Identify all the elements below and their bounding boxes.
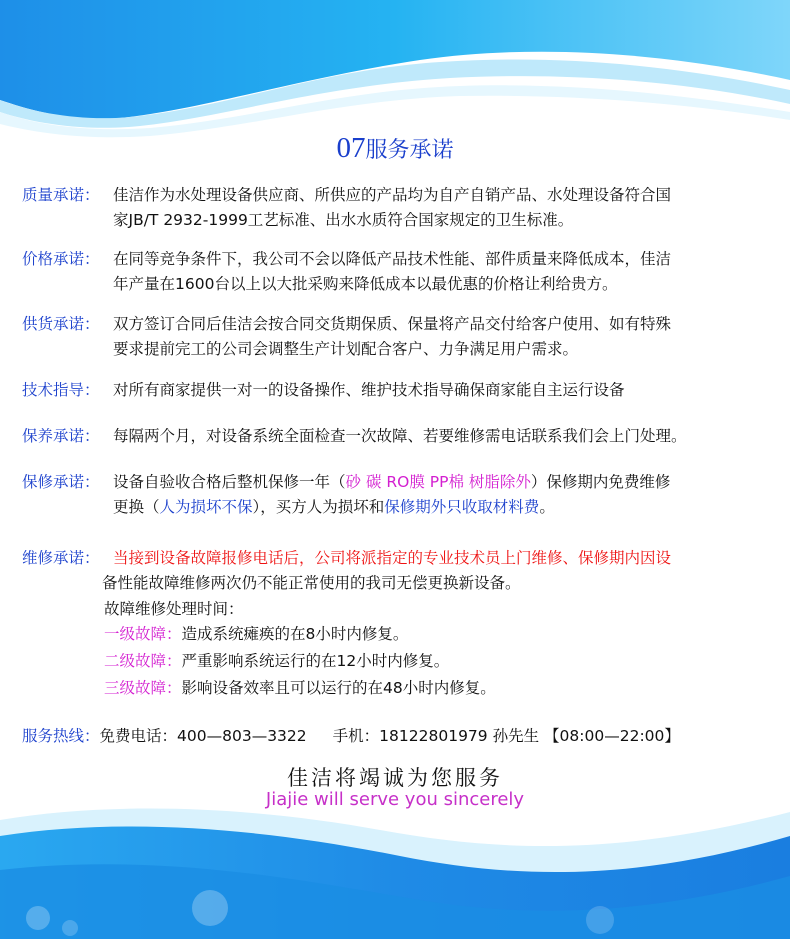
warranty-line-2 — [113, 495, 782, 520]
warranty-exclusions: 砂 碳 RO膜 PP棉 树脂除外 — [345, 473, 531, 491]
fault-level-1 — [104, 622, 408, 647]
page-title — [0, 132, 790, 165]
quality-line-2: 家JB/T 2932-1999工艺标准、出水水质符合国家规定的卫生标准。 — [113, 211, 574, 229]
repair-time-heading: 故障维修处理时间： — [104, 600, 244, 618]
quality-commitment — [22, 183, 782, 233]
fault-level-2 — [104, 649, 449, 674]
warranty-text-d: 更换（ — [113, 498, 160, 516]
mobile-number: 18122801979 — [379, 727, 488, 745]
repair-commitment — [22, 546, 782, 571]
phone-number: 400—803—3322 — [177, 727, 307, 745]
fault-level-2-label: 二级故障： — [104, 652, 182, 670]
warranty-line-1 — [113, 470, 782, 495]
fault-level-3 — [104, 676, 496, 701]
warranty-text-f: ），买方人为损坏和 — [252, 498, 385, 516]
fault-level-1-text: 造成系统瘫痪的在8小时内修复。 — [181, 625, 409, 643]
price-line-1: 在同等竞争条件下，我公司不会以降低产品技术性能、部件质量来降低成本，佳洁 — [113, 250, 672, 268]
quality-line-1: 佳洁作为水处理设备供应商、所供应的产品均为自产自销产品、水处理设备符合国 — [113, 186, 672, 204]
price-line-2: 年产量在1600台以上以大批采购来降低成本以最优惠的价格让利给贵方。 — [113, 275, 618, 293]
contact-name: 孙先生 — [492, 727, 540, 745]
warranty-label: 保修承诺： — [22, 473, 100, 491]
repair-line-2: 备性能故障维修两次仍不能正常使用的我司无偿更换新设备。 — [102, 574, 521, 592]
fault-level-3-label: 三级故障： — [104, 679, 182, 697]
maintain-label: 保养承诺： — [22, 427, 100, 445]
tech-label: 技术指导： — [22, 381, 100, 399]
fault-level-1-label: 一级故障： — [104, 625, 182, 643]
slogan-chinese: 佳洁将竭诚为您服务 — [287, 766, 503, 790]
fault-level-2-text: 严重影响系统运行的在12小时内修复。 — [181, 652, 450, 670]
slogan-english: Jiajie will serve you sincerely — [265, 789, 525, 810]
service-hotline — [22, 724, 680, 749]
title-number: 07 — [336, 132, 366, 164]
warranty-not-covered: 人为损坏不保 — [159, 498, 253, 516]
maintenance-commitment — [22, 424, 782, 449]
supply-line-2: 要求提前完工的公司会调整生产计划配合客户、力争满足用户需求。 — [113, 340, 579, 358]
warranty-commitment — [22, 470, 782, 520]
supply-label: 供货承诺： — [22, 315, 100, 333]
fault-level-3-text: 影响设备效率且可以运行的在48小时内修复。 — [181, 679, 496, 697]
price-label: 价格承诺： — [22, 250, 100, 268]
mobile-label: 手机： — [332, 727, 380, 745]
supply-commitment — [22, 312, 782, 362]
repair-line-1: 当接到设备故障报修电话后，公司将派指定的专业技术员上门维修、保修期内因设 — [113, 549, 672, 567]
tech-line-1: 对所有商家提供一对一的设备操作、维护技术指导确保商家能自主运行设备 — [113, 381, 625, 399]
phone-label: 免费电话： — [99, 727, 178, 745]
title-text: 服务承诺 — [365, 138, 454, 163]
warranty-material-fee: 保修期外只收取材料费 — [384, 498, 540, 516]
warranty-text-c: ）保修期内免费维修 — [530, 473, 671, 491]
tech-guidance — [22, 378, 782, 403]
supply-line-1: 双方签订合同后佳洁会按合同交货期保质、保量将产品交付给客户使用、如有特殊 — [113, 315, 672, 333]
service-hours: 【08:00—22:00】 — [544, 727, 680, 745]
quality-label: 质量承诺： — [22, 186, 100, 204]
repair-label: 维修承诺： — [22, 549, 100, 567]
price-commitment — [22, 247, 782, 297]
hotline-label: 服务热线： — [22, 727, 100, 745]
warranty-text-a: 设备自验收合格后整机保修一年（ — [113, 473, 346, 491]
warranty-text-h: 。 — [539, 498, 555, 516]
maintain-line-1: 每隔两个月，对设备系统全面检查一次故障、若要维修需电话联系我们会上门处理。 — [113, 427, 687, 445]
